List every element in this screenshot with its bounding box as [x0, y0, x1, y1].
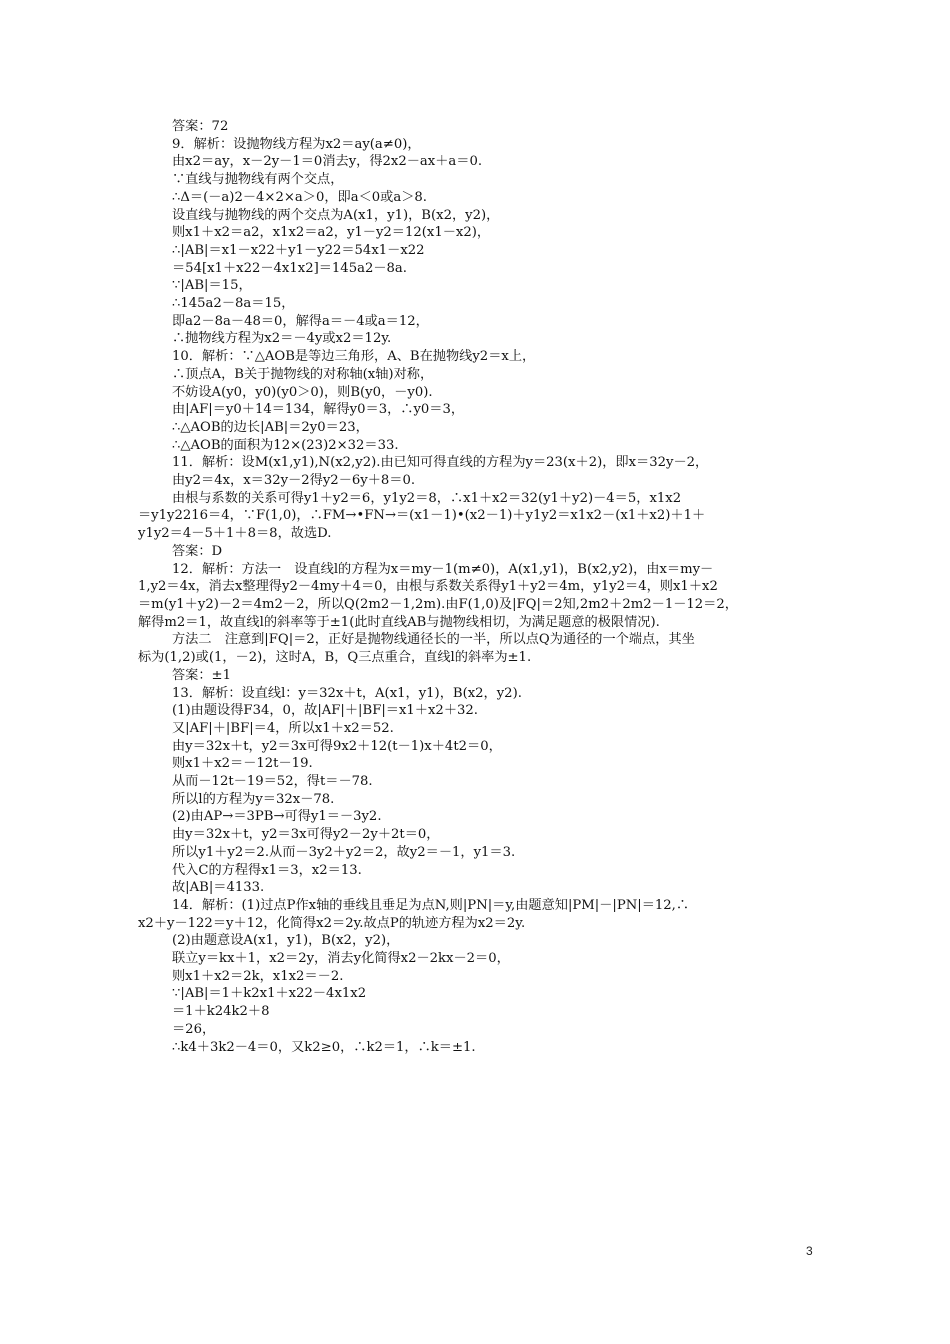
- text-line: 12．解析：方法一 设直线l的方程为x＝my－1(m≠0)，A(x1,y1)，B(x2,y2)，由x＝my－: [172, 561, 714, 577]
- text-line: 由|AF|＝y0＋14＝134，解得y0＝3，∴y0＝3，: [172, 402, 465, 418]
- text-line: 则x1＋x2＝a2，x1x2＝a2，y1－y2＝12(x1－x2)，: [172, 225, 491, 241]
- text-line: 所以l的方程为y＝32x－78.: [172, 791, 335, 807]
- text-line: 由根与系数的关系可得y1＋y2＝6，y1y2＝8，∴x1＋x2＝32(y1＋y2)－4＝5，x1x2: [172, 490, 682, 506]
- text-line: 由x2＝ay，x－2y－1＝0消去y，得2x2－ax＋a＝0.: [172, 154, 483, 170]
- text-line: ∵|AB|＝1＋k2x1＋x22－4x1x2: [172, 986, 367, 1002]
- text-line: 则x1＋x2＝－12t－19.: [172, 756, 313, 772]
- text-line: 联立y＝kx＋1，x2＝2y，消去y化简得x2－2kx－2＝0，: [172, 951, 510, 967]
- text-line: ∴k4＋3k2－4＝0，又k2≥0，∴k2＝1，∴k＝±1.: [172, 1039, 476, 1055]
- solution-text-block: [138, 118, 818, 1056]
- text-line: 标为(1,2)或(1，－2)，这时A，B，Q三点重合，直线l的斜率为±1.: [138, 650, 532, 666]
- text-line: 13．解析：设直线l：y＝32x＋t，A(x1，y1)，B(x2，y2).: [172, 685, 522, 701]
- text-line: ∴抛物线方程为x2＝－4y或x2＝12y.: [172, 331, 392, 347]
- text-line: 由y＝32x＋t，y2＝3x可得y2－2y＋2t＝0，: [172, 827, 440, 843]
- page-number: 3: [806, 1244, 813, 1258]
- text-line: 即a2－8a－48＝0，解得a＝－4或a＝12，: [172, 313, 429, 329]
- text-line: ＝1＋k24k2＋8: [172, 1004, 270, 1020]
- text-line: 不妨设A(y0，y0)(y0＞0)，则B(y0，－y0).: [172, 384, 433, 400]
- text-line: 1,y2＝4x，消去x整理得y2－4my＋4＝0，由根与系数关系得y1＋y2＝4m，y1y2＝4，则x1＋x2: [138, 579, 718, 595]
- text-line: 答案：D: [172, 543, 223, 559]
- text-line: (2)由AP→＝3PB→可得y1＝－3y2.: [172, 809, 382, 825]
- text-line: ＝m(y1＋y2)－2＝4m2－2，所以Q(2m2－1,2m).由F(1,0)及|FQ|＝2知,2m2＋2m2－1－12＝2，: [138, 596, 738, 612]
- text-line: 故|AB|＝4133.: [172, 880, 265, 896]
- text-line: 解得m2＝1，故直线l的斜率等于±1(此时直线AB与抛物线相切，为满足题意的极限情况).: [138, 614, 660, 630]
- text-line: (1)由题设得F34，0，故|AF|＋|BF|＝x1＋x2＋32.: [172, 703, 478, 719]
- text-line: 方法二 注意到|FQ|＝2，正好是抛物线通径长的一半，所以点Q为通径的一个端点，其坐: [172, 632, 695, 648]
- text-line: 则x1＋x2＝2k，x1x2＝－2.: [172, 968, 344, 984]
- text-line: ＝y1y2216＝4，∵F(1,0)，∴FM→•FN→＝(x1－1)•(x2－1)＋y1y2＝x1x2－(x1＋x2)＋1＋: [138, 508, 706, 524]
- text-line: 设直线与抛物线的两个交点为A(x1，y1)，B(x2，y2)，: [172, 207, 500, 223]
- text-line: ∴145a2－8a＝15，: [172, 296, 295, 312]
- text-line: 代入C的方程得x1＝3，x2＝13.: [172, 862, 362, 878]
- text-line: (2)由题意设A(x1，y1)，B(x2，y2)，: [172, 933, 400, 949]
- text-line: ∴Δ＝(－a)2－4×2×a＞0，即a＜0或a＞8.: [172, 189, 427, 205]
- text-line: 10．解析：∵△AOB是等边三角形，A、B在抛物线y2＝x上，: [172, 349, 536, 365]
- text-line: 11．解析：设M(x1,y1),N(x2,y2).由已知可得直线的方程为y＝23(x＋2)，即x＝32y－2，: [172, 455, 709, 471]
- text-line: ＝26，: [172, 1021, 216, 1037]
- text-line: ∴|AB|＝x1－x22＋y1－y22＝54x1－x22: [172, 242, 425, 258]
- text-line: 由y2＝4x，x＝32y－2得y2－6y＋8＝0.: [172, 473, 416, 489]
- text-line: y1y2＝4－5＋1＋8＝8，故选D.: [138, 526, 332, 542]
- text-line: x2＋y－122＝y＋12，化简得x2＝2y.故点P的轨迹方程为x2＝2y.: [138, 915, 526, 931]
- text-line: 14．解析：(1)过点P作x轴的垂线且垂足为点N,则|PN|＝y,由题意知|PM|－|PN|＝12,∴: [172, 897, 690, 913]
- text-line: 答案：72: [172, 119, 229, 134]
- text-line: ∵|AB|＝15，: [172, 278, 252, 294]
- text-line: ∴△AOB的面积为12×(23)2×32＝33.: [172, 437, 399, 453]
- text-line: 又|AF|＋|BF|＝4，所以x1＋x2＝52.: [172, 720, 394, 736]
- text-line: ∵直线与抛物线有两个交点，: [172, 172, 344, 188]
- text-line: 9．解析：设抛物线方程为x2＝ay(a≠0)，: [172, 136, 421, 152]
- text-line: 答案：±1: [172, 667, 232, 683]
- text-line: ∴△AOB的边长|AB|＝2y0＝23，: [172, 419, 369, 435]
- text-line: ∴顶点A，B关于抛物线的对称轴(x轴)对称，: [172, 366, 434, 382]
- text-line: ＝54[x1＋x22－4x1x2]＝145a2－8a.: [172, 260, 407, 276]
- text-line: 所以y1＋y2＝2.从而－3y2＋y2＝2，故y2＝－1，y1＝3.: [172, 844, 516, 860]
- text-line: 由y＝32x＋t，y2＝3x可得9x2＋12(t－1)x＋4t2＝0，: [172, 738, 502, 754]
- text-line: 从而－12t－19＝52，得t＝－78.: [172, 774, 373, 790]
